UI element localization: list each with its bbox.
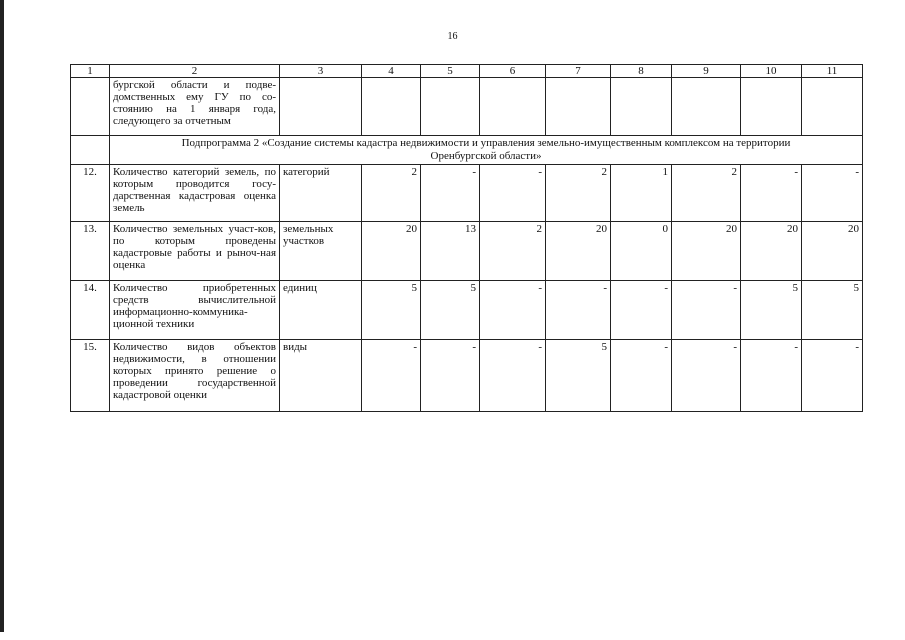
column-header: 5 <box>421 65 480 78</box>
table-cell <box>71 136 110 165</box>
subprogram-row <box>71 136 863 165</box>
table-cell <box>421 78 480 136</box>
row-value: 2 <box>672 165 741 222</box>
column-header: 8 <box>611 65 672 78</box>
table-row <box>71 340 863 412</box>
row-value: - <box>480 281 546 340</box>
continuation-row <box>71 78 863 136</box>
page-left-edge <box>0 0 4 632</box>
table-cell <box>71 78 110 136</box>
row-value: - <box>611 340 672 412</box>
table-cell <box>546 78 611 136</box>
row-value: 20 <box>672 222 741 281</box>
table-row <box>71 222 863 281</box>
subprogram-title <box>110 136 863 165</box>
row-number: 15. <box>71 340 110 412</box>
row-number: 13. <box>71 222 110 281</box>
row-value: - <box>480 165 546 222</box>
row-value: - <box>802 340 863 412</box>
row-value: - <box>421 165 480 222</box>
subprogram-line-2: Оренбургской области» <box>430 150 542 162</box>
table-cell <box>280 78 362 136</box>
row-unit: виды <box>280 340 362 412</box>
page-number: 16 <box>447 31 458 42</box>
column-header: 4 <box>362 65 421 78</box>
row-value: 5 <box>421 281 480 340</box>
table-row <box>71 165 863 222</box>
table-cell <box>802 78 863 136</box>
row-value: 20 <box>741 222 802 281</box>
table-cell <box>480 78 546 136</box>
column-header: 11 <box>802 65 863 78</box>
row-value: 2 <box>362 165 421 222</box>
row-value: - <box>546 281 611 340</box>
row-value: 2 <box>546 165 611 222</box>
row-value: 1 <box>611 165 672 222</box>
table-cell <box>362 78 421 136</box>
row-value: - <box>672 340 741 412</box>
row-unit: категорий <box>280 165 362 222</box>
column-header: 7 <box>546 65 611 78</box>
table-cell <box>611 78 672 136</box>
column-header: 9 <box>672 65 741 78</box>
row-value: 20 <box>546 222 611 281</box>
row-value: - <box>421 340 480 412</box>
column-header: 3 <box>280 65 362 78</box>
row-unit: единиц <box>280 281 362 340</box>
row-value: - <box>741 340 802 412</box>
row-value: 5 <box>362 281 421 340</box>
row-value: - <box>672 281 741 340</box>
table-cell <box>672 78 741 136</box>
row-value: 20 <box>362 222 421 281</box>
column-header: 6 <box>480 65 546 78</box>
row-value: 5 <box>546 340 611 412</box>
row-value: 20 <box>802 222 863 281</box>
row-description: Количество категорий земель, по которым проводится госу-дарственная кадастровая оценка земель <box>110 165 280 222</box>
table-cell <box>741 78 802 136</box>
continuation-text: бургской области и подве-домственных ему ГУ по со-стоянию на 1 января года, следующего за отчетным <box>110 78 280 136</box>
column-header: 2 <box>110 65 280 78</box>
row-description: Количество видов объектов недвижимости, в отношении которых принято решение о проведении государственной кадастровой оценки <box>110 340 280 412</box>
row-value: 13 <box>421 222 480 281</box>
row-value: - <box>611 281 672 340</box>
subprogram-line-1: Подпрограмма 2 «Создание системы кадастра недвижимости и управления земельно-имущественным комплексом на территории <box>181 137 791 149</box>
row-description: Количество приобретенных средств вычислительной информационно-коммуника-ционной техники <box>110 281 280 340</box>
row-unit: земельных участков <box>280 222 362 281</box>
row-value: - <box>480 340 546 412</box>
table-row <box>71 281 863 340</box>
row-number: 12. <box>71 165 110 222</box>
row-number: 14. <box>71 281 110 340</box>
row-value: 5 <box>802 281 863 340</box>
column-header: 1 <box>71 65 110 78</box>
row-value: - <box>741 165 802 222</box>
column-numbers-row <box>71 65 863 78</box>
indicators-table <box>70 64 863 412</box>
column-header: 10 <box>741 65 802 78</box>
row-description: Количество земельных участ-ков, по которым проведены кадастровые работы и рыноч-ная оценка <box>110 222 280 281</box>
row-value: 0 <box>611 222 672 281</box>
row-value: - <box>362 340 421 412</box>
row-value: 5 <box>741 281 802 340</box>
row-value: 2 <box>480 222 546 281</box>
row-value: - <box>802 165 863 222</box>
